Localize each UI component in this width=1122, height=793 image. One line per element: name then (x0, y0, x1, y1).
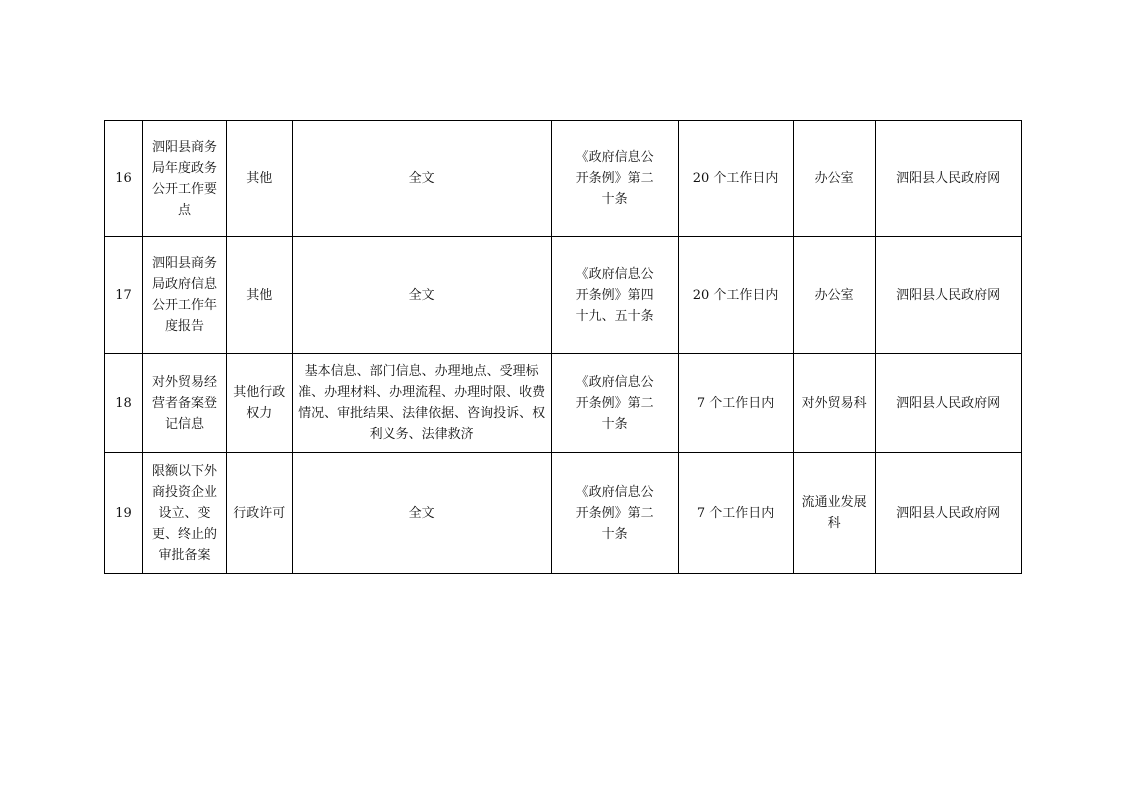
item-name-cell (143, 453, 227, 574)
item-category: 其他行政权力 (233, 385, 286, 421)
item-basis: 《政府信息公开条例》第四十九、五十条 (575, 266, 654, 324)
category-cell (227, 453, 293, 574)
department-cell (793, 121, 875, 237)
item-channel: 泗阳县人民政府网 (896, 395, 1001, 411)
content-cell (292, 237, 551, 354)
basis-cell (551, 237, 678, 354)
time-limit-cell (678, 453, 793, 574)
item-name: 限额以下外商投资企业设立、变更、终止的审批备案 (151, 463, 217, 563)
item-name: 泗阳县商务局年度政务公开工作要点 (151, 139, 217, 218)
item-department: 对外贸易科 (801, 395, 867, 411)
channel-cell (875, 453, 1021, 574)
item-content: 基本信息、部门信息、办理地点、受理标准、办理材料、办理流程、办理时限、收费情况、审批结果、法律依据、咨询投诉、权利义务、法律救济 (298, 364, 546, 442)
row-number: 16 (105, 121, 143, 237)
channel-cell (875, 354, 1021, 453)
department-cell (793, 237, 875, 354)
basis-cell (551, 354, 678, 453)
category-cell (227, 354, 293, 453)
item-category: 其他 (246, 287, 273, 303)
item-basis: 《政府信息公开条例》第二十条 (575, 150, 654, 207)
row-number: 17 (105, 237, 143, 354)
time-limit-cell (678, 354, 793, 453)
item-basis: 《政府信息公开条例》第二十条 (575, 374, 654, 432)
item-department: 办公室 (814, 171, 854, 186)
basis-cell (551, 453, 678, 574)
department-cell (793, 453, 875, 574)
item-category: 其他 (246, 171, 273, 186)
item-category: 行政许可 (233, 505, 286, 521)
item-name: 对外贸易经营者备案登记信息 (151, 374, 217, 432)
category-cell (227, 121, 293, 237)
channel-cell (875, 121, 1021, 237)
row-number: 19 (105, 453, 143, 574)
category-cell (227, 237, 293, 354)
item-channel: 泗阳县人民政府网 (896, 505, 1001, 521)
content-cell (292, 453, 551, 574)
item-department: 办公室 (814, 287, 854, 303)
channel-cell (875, 237, 1021, 354)
time-limit-cell (678, 121, 793, 237)
table-row (105, 453, 1022, 574)
item-channel: 泗阳县人民政府网 (896, 171, 1001, 186)
row-number: 18 (105, 354, 143, 453)
time-limit-cell (678, 237, 793, 354)
item-content: 全文 (408, 505, 435, 521)
department-cell (793, 354, 875, 453)
item-time-limit: 7 个工作日内 (696, 505, 775, 521)
item-name: 泗阳县商务局政府信息公开工作年度报告 (151, 256, 217, 334)
item-time-limit: 20 个工作日内 (692, 171, 779, 186)
disclosure-table (104, 120, 1022, 574)
item-name-cell (143, 237, 227, 354)
item-name-cell (143, 121, 227, 237)
table-row (105, 121, 1022, 237)
item-content: 全文 (408, 287, 435, 303)
content-cell (292, 354, 551, 453)
table-row (105, 237, 1022, 354)
item-content: 全文 (408, 171, 435, 186)
table-row (105, 354, 1022, 453)
content-cell (292, 121, 551, 237)
item-channel: 泗阳县人民政府网 (896, 287, 1001, 303)
item-name-cell (143, 354, 227, 453)
item-department: 流通业发展科 (801, 495, 867, 531)
basis-cell (551, 121, 678, 237)
item-time-limit: 7 个工作日内 (696, 395, 775, 411)
item-basis: 《政府信息公开条例》第二十条 (575, 484, 654, 542)
item-time-limit: 20 个工作日内 (692, 287, 779, 303)
